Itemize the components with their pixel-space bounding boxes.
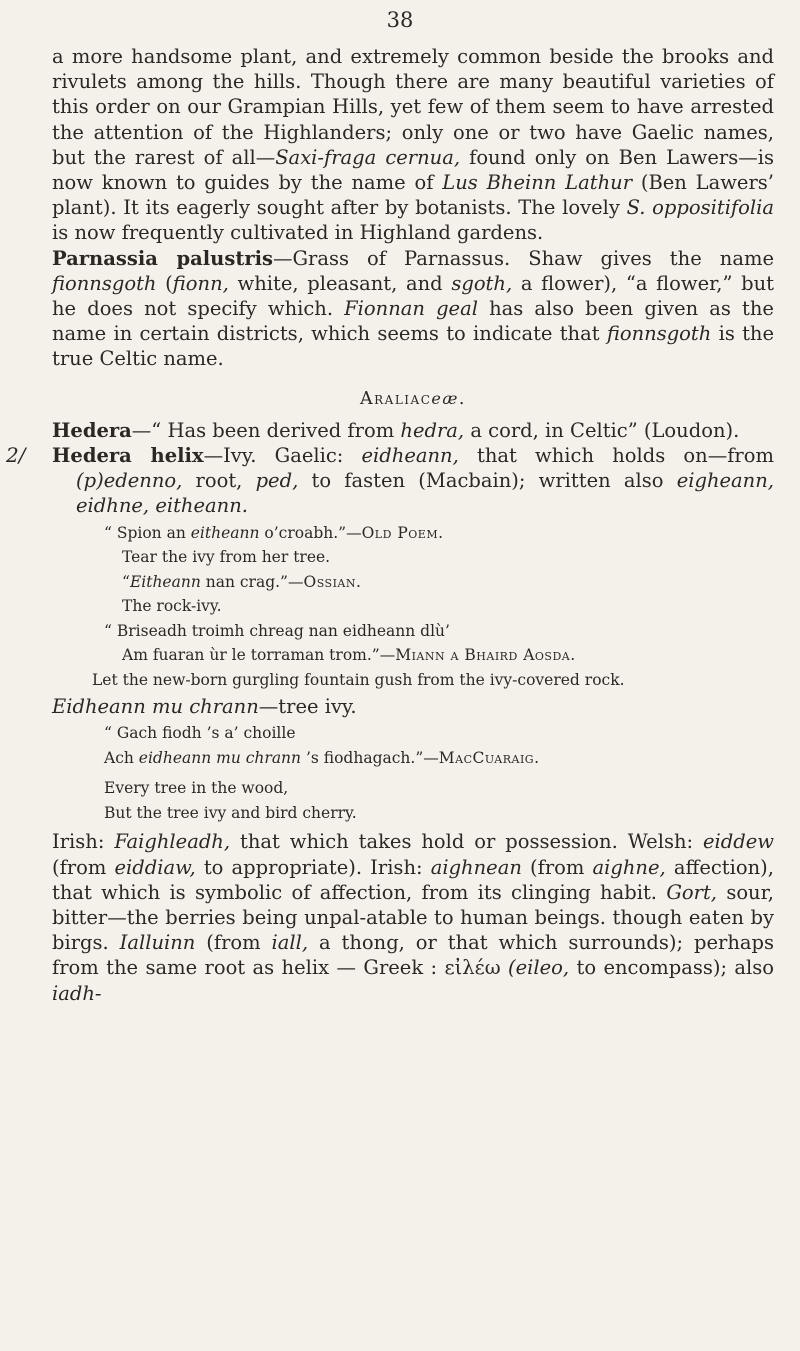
page-body [6,44,775,1006]
paragraph-saxifraga [52,44,774,246]
gaelic-word: hedra, [400,418,465,442]
quote-line: “ Gach fiodh ’s a’ choille [104,724,296,743]
paragraph-tree-ivy [52,694,774,719]
translation-line: Every tree in the wood, [104,779,289,798]
root-word: ped, [255,469,299,493]
quote-line: Ach eidheann mu chrann ’s fiodhagach.”—MacCuaraig. [104,748,540,767]
quote-line: “ Spion an eitheann o’croabh.”—Old Poem. [104,523,444,542]
text: a more handsome plant, and extremely common beside the brooks and rivulets among the hills. Though there are many beautiful varieties of this order on our Grampian Hills, yet few of them seem to have arrested the attention of the Highlanders; only one or two have Gaelic names, but the rarest of all— [52,45,774,169]
paragraph-parnassia [52,246,774,372]
text: has also been given as the name in certain districts, which seems to indicate that [52,297,774,346]
gaelic-name: Lus Bheinn Lathur [442,171,633,195]
text: is the true Celtic name. [52,322,775,371]
quotation-block-1 [52,523,774,691]
gaelic-word: sgoth, [451,271,513,295]
text: root, [182,469,256,493]
text: —“ Has been derived from [131,418,401,442]
latin-name: Saxi-fraga cernua, [275,145,461,169]
text: —Grass of Parnassus. Shaw gives the name [272,246,774,270]
text: a cord, in Celtic” (Loudon). [464,418,740,442]
entry-title: Hedera helix [52,444,204,468]
text: —Ivy. Gaelic: [203,444,362,468]
quote-line: “ Briseadh troimh chreag nan eidheann dlù’ [104,621,450,640]
section-heading [52,386,774,412]
text: a flower), “a flower,” but he does not specify which. [52,271,774,321]
text: (Ben Lawers’ plant). It its eagerly sought after by botanists. The lovely [52,171,775,220]
heading-suffix: eæ [431,388,459,408]
translation-line: The rock-ivy. [122,597,222,616]
text: found only on Ben Lawers—is now known to guides by the name of [52,145,774,195]
text: —tree ivy. [258,695,357,719]
variant-spellings: eigheann, eidhne, eitheann. [76,469,775,518]
text: white, pleasant, and [228,271,452,295]
gaelic-name: fionnsgoth [606,322,712,346]
page-number: 38 [386,8,414,32]
quote-line: Am fuaran ùr le torraman trom.”—Miann a Bhaird Aosda. [122,646,576,665]
quotation-block-2 [52,723,774,823]
entry-title: Parnassia palustris [52,246,273,270]
gaelic-name: Fionnan geal [344,297,478,321]
text: that which holds on—from [458,444,774,468]
greek-word: εἰλέω [444,956,501,980]
root-word: (p)edenno, [76,469,183,493]
paragraph-hedera-helix: 2/ Hedera helix—Ivy. Gaelic: eidheann, that which holds on—from (p)edenno, root, ped, to fasten (Macbain); written also eigheann, eidhne, eitheann. [6,443,775,518]
gaelic-name: fionnsgoth [52,271,157,295]
paragraph-irish-welsh: Irish: Faighleadh, that which takes hold or possession. Welsh: eiddew (from eiddiaw, to appropriate). Irish: aighnean (from aighne, affection), that which is symbolic of affection, from its clinging habit. Gort, sour, bitter—the berries being unpal-atable to human beings. though eaten by birgs. Ialluinn (from iall, a thong, or that which surrounds); perhaps from the same root as helix — Greek : εἰλέω (eileo, to encompass); also iadh- [52,830,775,1005]
text: is now frequently cultivated in Highland gardens. [52,221,544,245]
translation-line: Tear the ivy from her tree. [122,548,331,567]
gaelic-word: fionn, [172,271,229,295]
heading-period: . [458,388,466,409]
latin-name: S. oppositifolia [626,196,774,220]
quote-line: “Eitheann nan crag.”—Ossian. [122,572,362,591]
translation-line: Let the new-born gurgling fountain gush from the ivy-covered rock. [92,670,625,689]
gaelic-word: eidheann, [361,444,459,468]
entry-title: Hedera [52,418,132,442]
text: ( [156,271,173,295]
heading-text: Araliac [360,388,432,409]
translation-line: But the tree ivy and bird cherry. [104,803,357,822]
text: to fasten (Macbain); written also [298,469,677,493]
paragraph-hedera [52,418,774,443]
gaelic-name: Eidheann mu chrann [52,695,259,719]
